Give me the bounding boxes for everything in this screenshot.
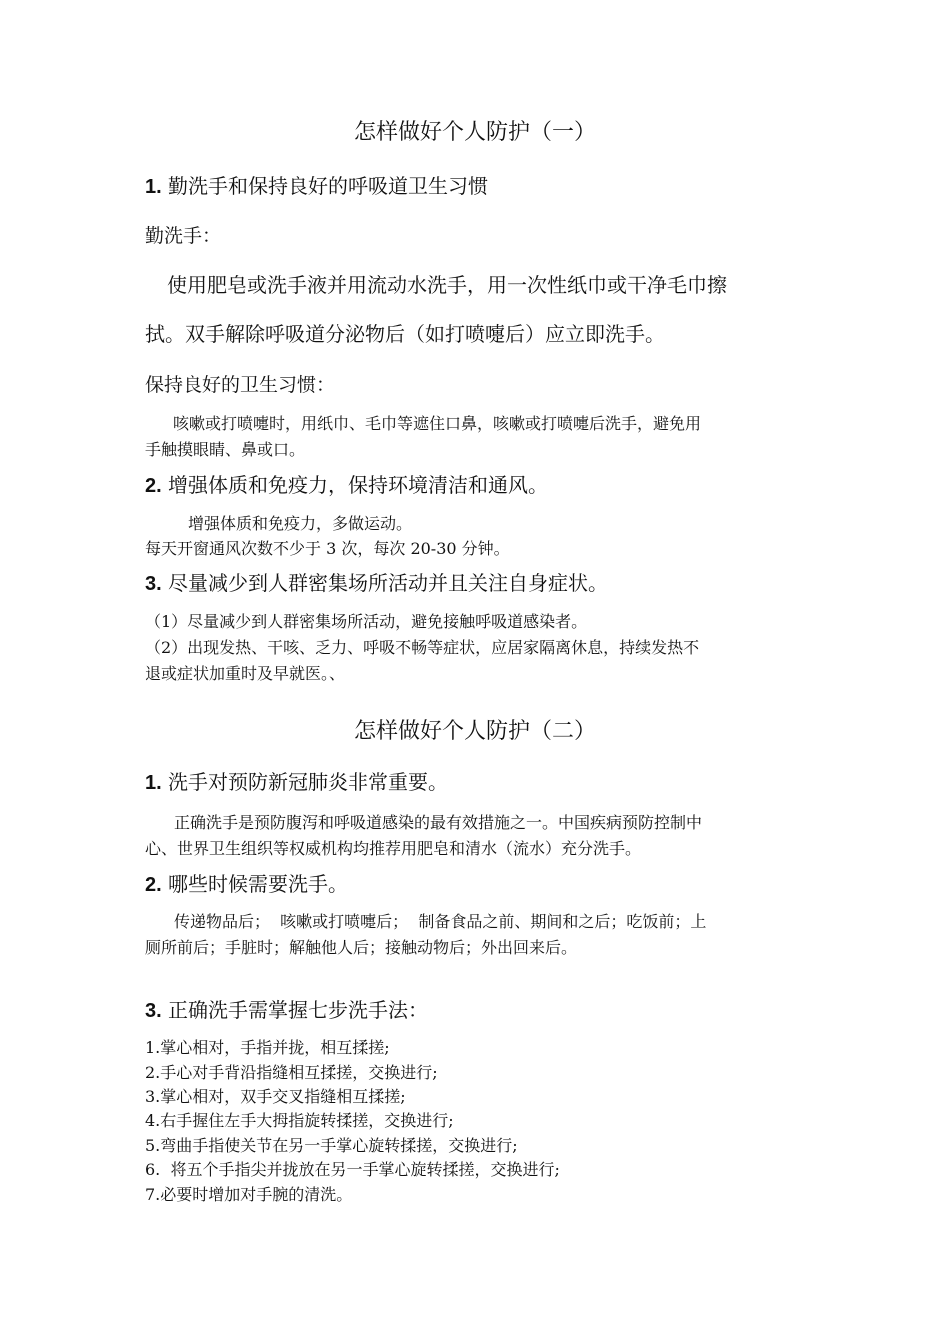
section1-heading-1 (145, 176, 488, 197)
wash-hands-line-1: 使用肥皂或洗手液并用流动水洗手，用一次性纸巾或干净毛巾擦 (167, 273, 727, 297)
crowd-line-3: 退或症状加重时及早就医。、 (145, 664, 346, 683)
wash-step-5: 5.弯曲手指使关节在另一手掌心旋转揉搓，交换进行; (145, 1136, 518, 1155)
ventilation-line: 每天开窗通风次数不少于 3 次，每次 20-30 分钟。 (145, 539, 510, 558)
hygiene-line-1: 咳嗽或打喷嚏时，用纸巾、毛巾等遮住口鼻，咳嗽或打喷嚏后洗手，避免用 (173, 414, 702, 433)
when-to-wash-line-1: 传递物品后； 咳嗽或打喷嚏后； 制备食品之前、期间和之后；吃饭前；上 (174, 912, 707, 931)
heading-number: 2. (145, 475, 162, 497)
wash-step-3: 3.掌心相对，双手交叉指缝相互揉搓; (145, 1087, 406, 1106)
wash-hands-label: 勤洗手： (145, 225, 222, 247)
heading-number: 3. (145, 573, 162, 595)
crowd-line-2: （2）出现发热、干咳、乏力、呼吸不畅等症状，应居家隔离休息，持续发热不 (145, 638, 700, 657)
heading-text: 勤洗手和保持良好的呼吸道卫生习惯 (168, 174, 489, 198)
heading-text: 尽量减少到人群密集场所活动并且关注自身症状。 (168, 571, 609, 595)
hygiene-line-2: 手触摸眼睛、鼻或口。 (145, 440, 306, 459)
heading-text: 增强体质和免疫力，保持环境清洁和通风。 (168, 473, 549, 497)
heading-text: 洗手对预防新冠肺炎非常重要。 (168, 770, 449, 794)
handwashing-importance-line-2: 心、世界卫生组织等权威机构均推荐用肥皂和清水（流水）充分洗手。 (145, 839, 642, 858)
wash-hands-line-2: 拭。双手解除呼吸道分泌物后（如打喷嚏后）应立即洗手。 (145, 322, 665, 346)
section1-heading-3 (145, 573, 608, 594)
immunity-line: 增强体质和免疫力，多做运动。 (188, 514, 413, 533)
wash-step-1: 1.掌心相对，手指并拢，相互揉搓; (145, 1038, 390, 1057)
heading-text: 哪些时候需要洗手。 (168, 872, 349, 896)
section1-title: 怎样做好个人防护（一） (353, 120, 596, 145)
when-to-wash-line-2: 厕所前后；手脏时；解触他人后；接触动物后；外出回来后。 (145, 938, 578, 957)
hygiene-habits-label: 保持良好的卫生习惯： (145, 374, 336, 396)
section2-heading-2 (145, 874, 348, 895)
section2-heading-1 (145, 772, 448, 793)
wash-step-6: 6. 将五个手指尖并拢放在另一手掌心旋转揉搓，交换进行; (145, 1160, 560, 1179)
heading-number: 2. (145, 874, 162, 896)
section1-heading-2 (145, 475, 548, 496)
heading-text: 正确洗手需掌握七步洗手法： (168, 998, 429, 1022)
wash-step-7: 7.必要时增加对手腕的清洗。 (145, 1185, 353, 1204)
section2-title: 怎样做好个人防护（二） (353, 719, 596, 744)
section2-heading-3 (145, 1000, 428, 1021)
heading-number: 3. (145, 1000, 162, 1022)
crowd-line-1: （1）尽量减少到人群密集场所活动，避免接触呼吸道感染者。 (145, 612, 588, 631)
wash-step-4: 4.右手握住左手大拇指旋转揉搓，交换进行; (145, 1111, 454, 1130)
wash-step-2: 2.手心对手背沿指缝相互揉搓，交换进行; (145, 1063, 438, 1082)
heading-number: 1. (145, 176, 162, 198)
handwashing-importance-line-1: 正确洗手是预防腹泻和呼吸道感染的最有效措施之一。中国疾病预防控制中 (174, 813, 703, 832)
heading-number: 1. (145, 772, 162, 794)
